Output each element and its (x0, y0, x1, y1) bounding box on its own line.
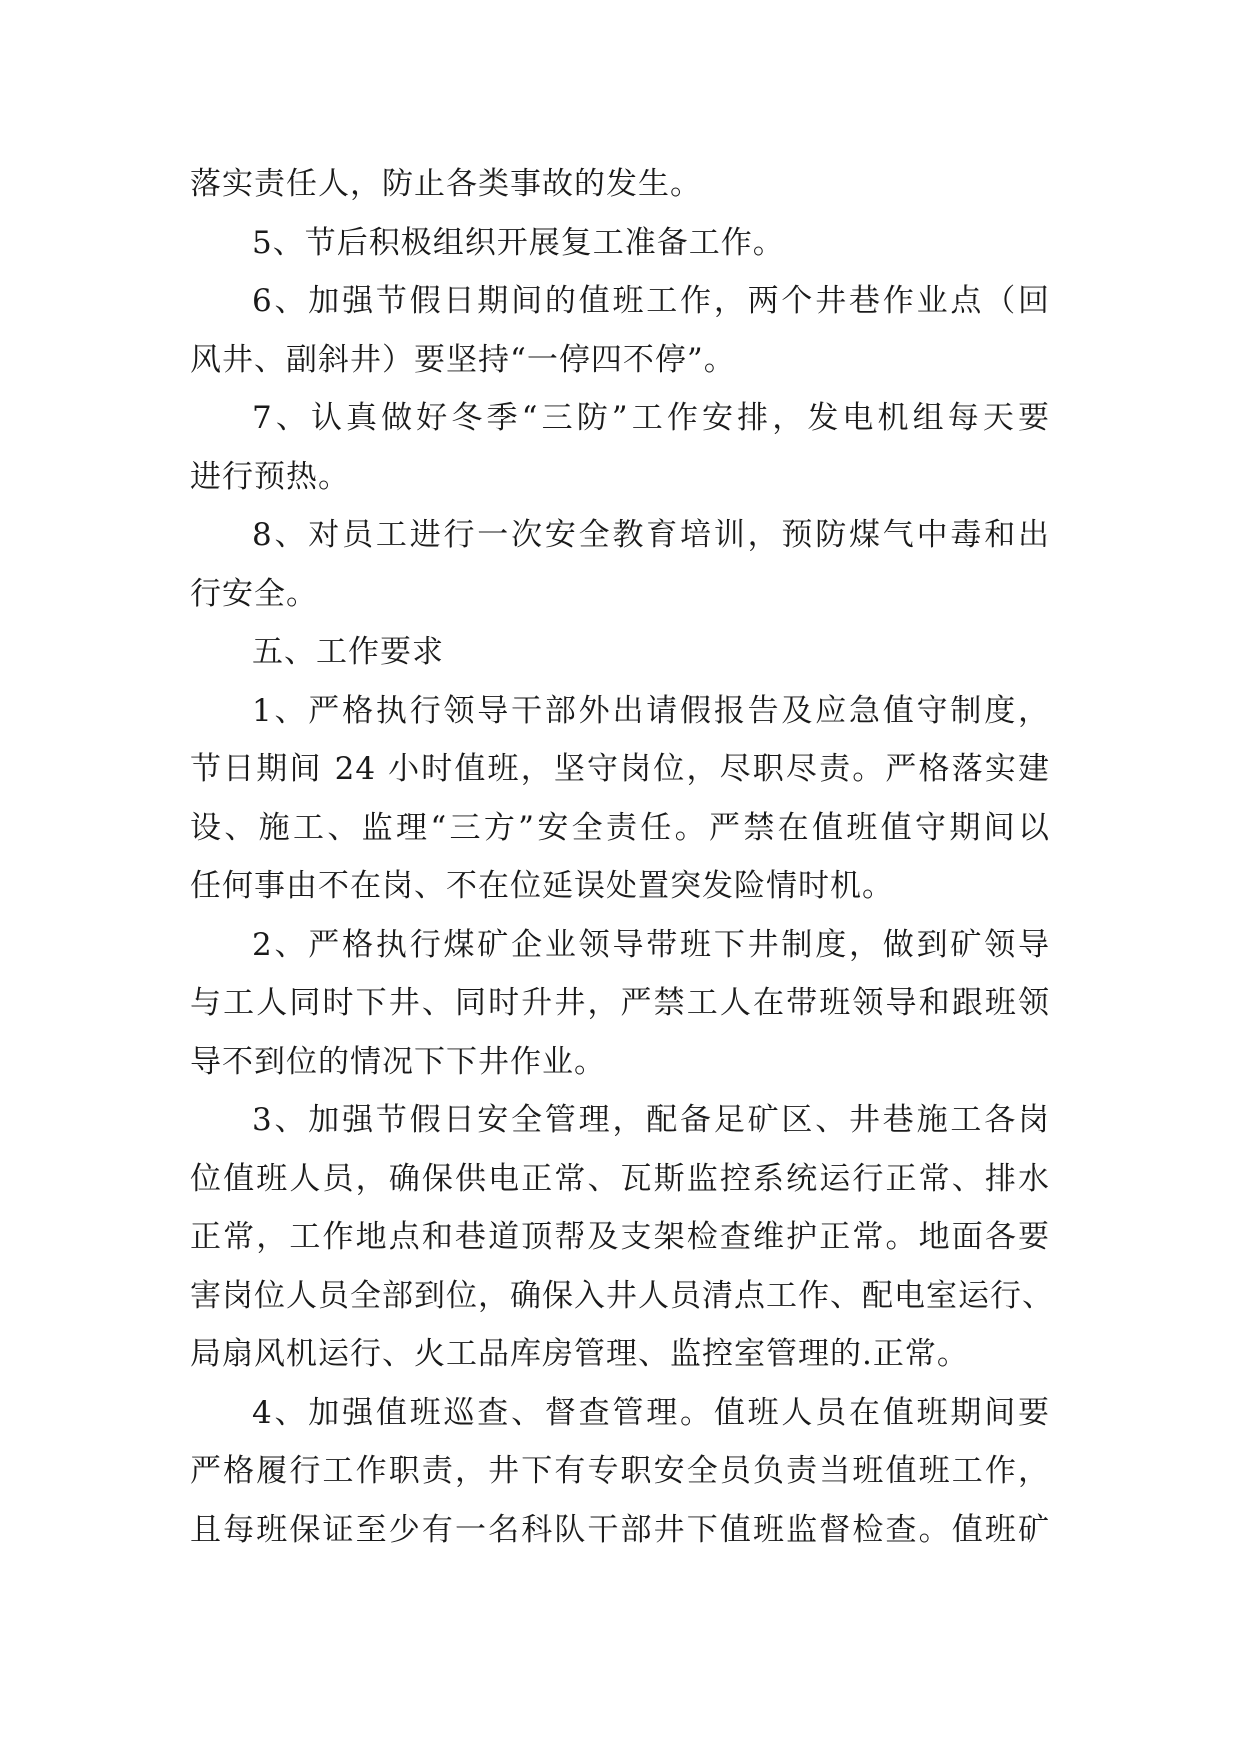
text-line: 2、严格执行煤矿企业领导带班下井制度，做到矿领导 (252, 926, 1050, 963)
text-line: 3、加强节假日安全管理，配备足矿区、井巷施工各岗 (252, 1102, 1050, 1138)
text-line: 正常，工作地点和巷道顶帮及支架检查维护正常。地面各要 (190, 1219, 1050, 1255)
text-line: 4、加强值班巡查、督查管理。值班人员在值班期间要 (252, 1394, 1050, 1431)
text-line: 与工人同时下井、同时升井，严禁工人在带班领导和跟班领 (190, 985, 1050, 1021)
text-line: 8、对员工进行一次安全教育培训，预防煤气中毒和出 (252, 517, 1050, 553)
section-heading: 五、工作要求 (252, 634, 444, 670)
text-line: 1、严格执行领导干部外出请假报告及应急值守制度， (252, 692, 1050, 729)
text-line: 行安全。 (190, 575, 318, 612)
text-line: 导不到位的情况下下井作业。 (190, 1043, 606, 1080)
text-line: 进行预热。 (190, 458, 350, 495)
text-line: 害岗位人员全部到位，确保入井人员清点工作、配电室运行、 (190, 1277, 1054, 1314)
text-line: 落实责任人，防止各类事故的发生。 (190, 166, 702, 202)
text-line: 7、认真做好冬季“三防”工作安排，发电机组每天要 (252, 400, 1050, 436)
text-line: 节日期间 24 小时值班，坚守岗位，尽职尽责。严格落实建 (190, 751, 1050, 787)
text-line: 设、施工、监理“三方”安全责任。严禁在值班值守期间以 (190, 809, 1050, 846)
text-line: 严格履行工作职责，井下有专职安全员负责当班值班工作， (190, 1453, 1050, 1489)
text-line: 且每班保证至少有一名科队干部井下值班监督检查。值班矿 (190, 1511, 1050, 1548)
text-line: 6、加强节假日期间的值班工作，两个井巷作业点（回 (252, 283, 1050, 319)
document-body (190, 155, 1054, 1559)
text-line: 位值班人员，确保供电正常、瓦斯监控系统运行正常、排水 (190, 1160, 1050, 1197)
text-line: 5、节后积极组织开展复工准备工作。 (252, 224, 785, 261)
text-line: 任何事由不在岗、不在位延误处置突发险情时机。 (190, 868, 894, 904)
text-line: 局扇风机运行、火工品库房管理、监控室管理的.正常。 (190, 1336, 969, 1372)
text-line: 风井、副斜井）要坚持“一停四不停”。 (190, 341, 736, 378)
